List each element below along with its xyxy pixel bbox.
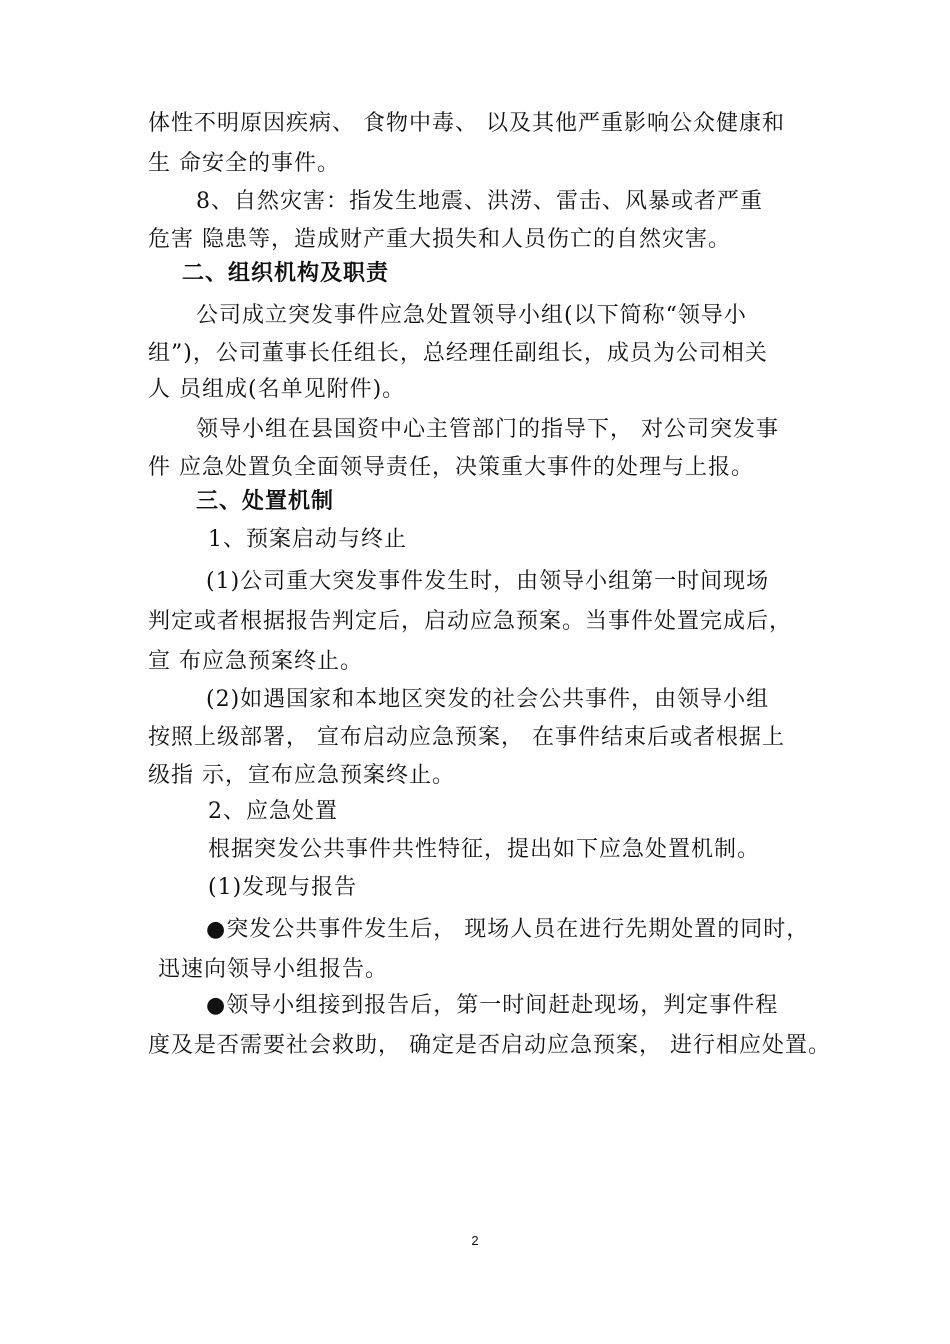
body-text-line: 危害 隐患等，造成财产重大损失和人员伤亡的自然灾害。	[148, 227, 731, 252]
body-text-line: 领导小组在县国资中心主管部门的指导下， 对公司突发事	[196, 417, 779, 442]
body-text-line: 组”)，公司董事长任组长，总经理任副组长，成员为公司相关	[148, 341, 768, 366]
body-text-line: (2)如遇国家和本地区突发的社会公共事件，由领导小组	[206, 687, 770, 712]
subsection-heading: (1)发现与报告	[208, 875, 358, 900]
bullet-item-line: 迅速向领导小组报告。	[158, 957, 389, 982]
page-number: 2	[471, 1233, 479, 1248]
section-heading: 三、处置机制	[196, 489, 335, 514]
subsection-heading: 2、应急处置	[208, 799, 338, 824]
body-text-line: 级指 示，宣布应急预案终止。	[148, 763, 455, 788]
body-text-line: 8、自然灾害：指发生地震、洪涝、雷击、风暴或者严重	[196, 189, 763, 214]
body-text-line: 生 命安全的事件。	[148, 151, 340, 176]
bullet-item-line: ●领导小组接到报告后，第一时间赶赴现场，判定事件程	[206, 993, 779, 1018]
bullet-item-line: ●突发公共事件发生后， 现场人员在进行先期处置的同时，	[206, 917, 810, 942]
bullet-item-line: 度及是否需要社会救助， 确定是否启动应急预案， 进行相应处置。	[148, 1033, 831, 1058]
body-text-line: 宣 布应急预案终止。	[148, 649, 363, 674]
body-text-line: (1)公司重大突发事件发生时，由领导小组第一时间现场	[206, 569, 770, 594]
body-text-line: 判定或者根据报告判定后，启动应急预案。当事件处置完成后，	[148, 609, 793, 634]
body-text-line: 按照上级部署， 宣布启动应急预案， 在事件结束后或者根据上	[148, 725, 785, 750]
body-text-line: 件 应急处置负全面领导责任，决策重大事件的处理与上报。	[148, 455, 754, 480]
body-text-line: 体性不明原因疾病、 食物中毒、 以及其他严重影响公众健康和	[148, 111, 785, 136]
body-text-line: 公司成立突发事件应急处置领导小组(以下简称“领导小	[196, 303, 747, 328]
section-heading: 二、组织机构及职责	[182, 261, 390, 286]
body-text-line: 人 员组成(名单见附件)。	[148, 377, 406, 402]
body-text-line: 根据突发公共事件共性特征，提出如下应急处置机制。	[208, 837, 761, 862]
subsection-heading: 1、预案启动与终止	[208, 527, 407, 552]
